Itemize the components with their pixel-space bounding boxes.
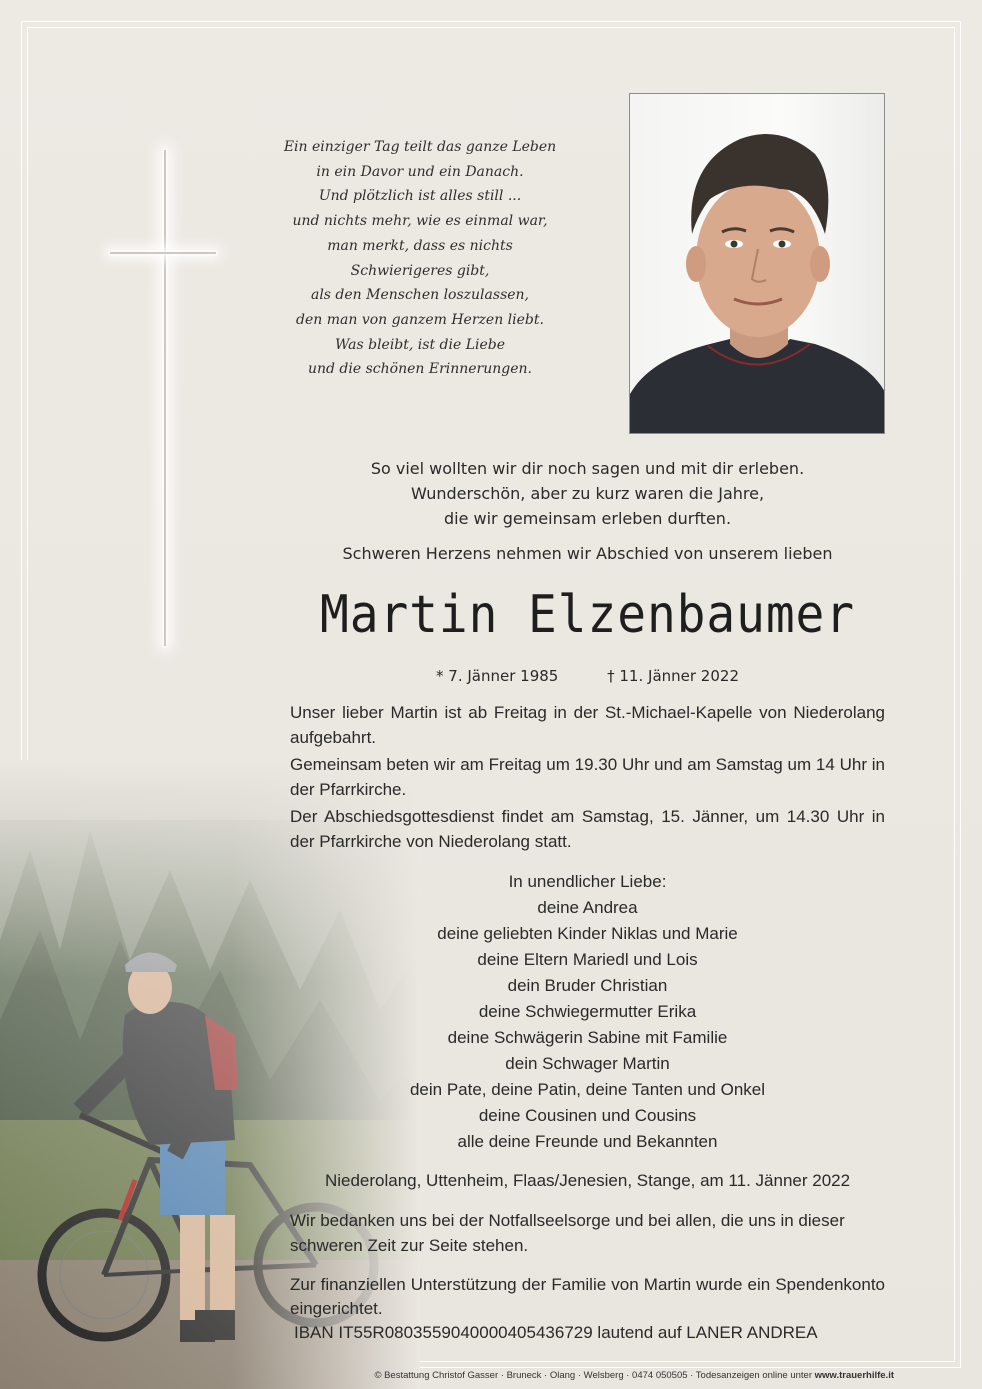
deceased-name: Martin Elzenbaumer [319,585,856,645]
poem-line: Was bleibt, ist die Liebe [334,336,506,353]
life-dates [290,664,885,688]
family-line: deine geliebten Kinder Niklas und Marie [437,924,738,943]
family-line: dein Pate, deine Patin, deine Tanten und Onkel [409,1080,766,1099]
funeral-details [290,700,885,856]
family-line: alle deine Freunde und Bekannten [457,1132,718,1151]
support-description: Zur finanziellen Unterstützung der Familie von Martin wurde ein Spendenkonto eingerichtet. [290,1275,885,1318]
cross-horizontal [110,252,216,254]
poem-line: den man von ganzem Herzen liebt. [296,311,544,328]
family-line: deine Schwiegermutter Erika [478,1002,697,1021]
poem-line: Ein einziger Tag teilt das ganze Leben [283,139,557,155]
intro-line: Wunderschön, aber zu kurz waren die Jahre, [410,484,765,503]
intro-line: So viel wollten wir dir noch sagen und mit dir erleben. [370,459,805,478]
farewell-line: Schweren Herzens nehmen wir Abschied von unserem lieben [342,544,833,563]
detail-paragraph: Der Abschiedsgottesdienst findet am Samstag, 15. Jänner, um 14.30 Uhr in der Pfarrkirche von Niederolang statt. [290,807,885,851]
poem [250,135,590,382]
birth-date: * 7. Jänner 1985 [436,667,559,685]
iban-line: IBAN IT55R0803559040000405436729 lautend auf LANER ANDREA [294,1323,818,1342]
footer [0,1370,894,1381]
cross-vertical [164,150,166,646]
poem-line: man merkt, dass es nichts [327,237,513,254]
support-text [290,1273,885,1345]
family-line: deine Cousinen und Cousins [478,1106,697,1125]
family-line: dein Schwager Martin [505,1054,670,1073]
poem-line: Schwierigeres gibt, [350,262,490,279]
family-list [290,869,885,1155]
death-date: † 11. Jänner 2022 [607,667,739,685]
footer-text: © Bestattung Christof Gasser · Bruneck · Olang · Welsberg · 0474 050505 · Todesanzeigen online unter [374,1370,815,1381]
footer-link[interactable]: www.trauerhilfe.it [814,1370,894,1381]
family-line: In unendlicher Liebe: [508,872,667,891]
poem-line: Und plötzlich ist alles still ... [318,188,522,205]
family-line: dein Bruder Christian [507,976,668,995]
poem-line: und nichts mehr, wie es einmal war, [292,213,548,230]
portrait-photo [629,93,885,434]
poem-line: in ein Davor und ein Danach. [316,163,524,180]
intro-text [290,456,885,531]
family-line: deine Andrea [537,898,638,917]
detail-paragraph: Gemeinsam beten wir am Freitag um 19.30 Uhr und am Samstag um 14 Uhr in der Pfarrkirche. [290,755,885,799]
family-line: deine Eltern Mariedl und Lois [477,950,698,969]
intro-line: die wir gemeinsam erleben durften. [443,509,732,528]
poem-line: als den Menschen loszulassen, [310,287,530,304]
place-date: Niederolang, Uttenheim, Flaas/Jenesien, Stange, am 11. Jänner 2022 [324,1171,851,1190]
detail-paragraph: Unser lieber Martin ist ab Freitag in der St.-Michael-Kapelle von Niederolang aufgebahrt. [290,703,885,747]
thanks-text: Wir bedanken uns bei der Notfallseelsorge und bei allen, die uns in dieser schweren Zeit zur Seite stehen. [290,1211,845,1255]
poem-line: und die schönen Erinnerungen. [307,361,532,378]
family-line: deine Schwägerin Sabine mit Familie [447,1028,728,1047]
